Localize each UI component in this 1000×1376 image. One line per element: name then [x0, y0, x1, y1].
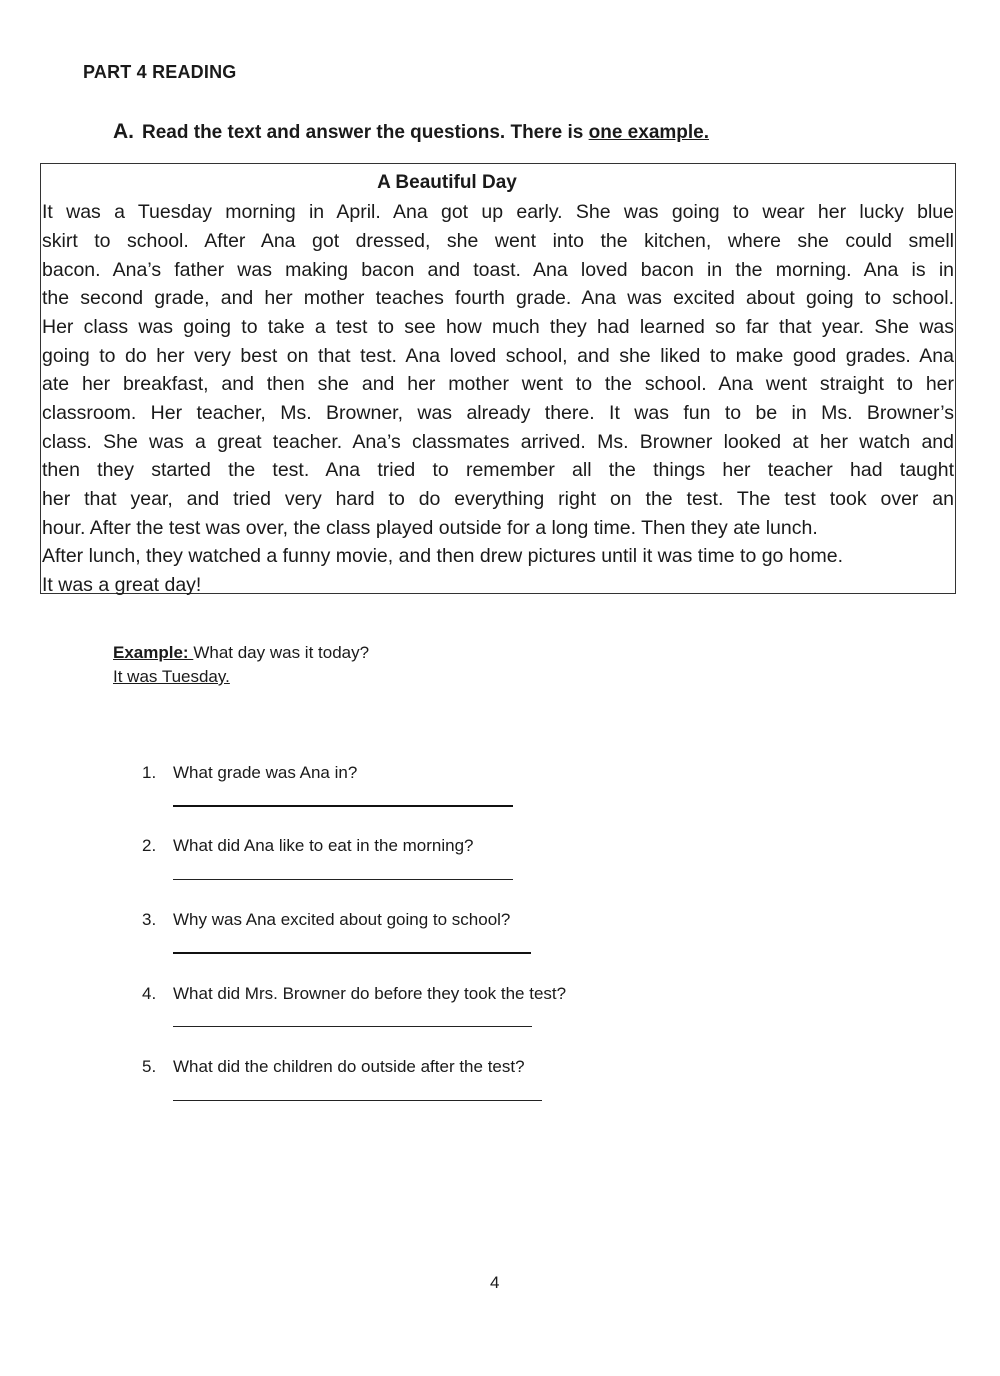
part-title: PART 4 READING: [83, 62, 237, 82]
story-line: classroom. Her teacher, Ms. Browner, was already there. It was fun to be in Ms. Browner’s: [42, 402, 954, 424]
story-line: It was a Tuesday morning in April. Ana got up early. She was going to wear her lucky blue: [42, 201, 954, 223]
story-title: A Beautiful Day: [377, 172, 517, 193]
answer-line[interactable]: [173, 879, 513, 880]
story-line: then they started the test. Ana tried to remember all the things her teacher had taught: [42, 459, 954, 481]
instruction-text: Read the text and answer the questions. There is: [142, 122, 589, 143]
question-number: 4.: [142, 984, 157, 1003]
question-item: [142, 984, 566, 1004]
story-line: hour. After the test was over, the class played outside for a long time. Then they ate lunch.: [42, 517, 818, 539]
question-item: [142, 1057, 525, 1077]
story-line: After lunch, they watched a funny movie, and then drew pictures until it was time to go home.: [42, 545, 844, 567]
example-block: [113, 641, 369, 689]
question-text: What did Mrs. Browner do before they took the test?: [173, 984, 567, 1003]
answer-line[interactable]: [173, 805, 513, 807]
question-number: 5.: [142, 1057, 157, 1076]
question-item: [142, 836, 474, 856]
story-line: class. She was a great teacher. Ana’s classmates arrived. Ms. Browner looked at her watch and: [42, 431, 954, 453]
story-line: going to do her very best on that test. Ana loved school, and she liked to make good grades. Ana: [42, 345, 954, 367]
page-number: 4: [490, 1273, 500, 1292]
question-text: What did the children do outside after the test?: [173, 1057, 525, 1076]
question-item: [142, 763, 357, 783]
example-question: What day was it today?: [193, 643, 370, 662]
example-label: Example:: [113, 643, 194, 662]
example-question-row: [113, 641, 369, 665]
question-number: 1.: [142, 763, 157, 782]
story-line: ate her breakfast, and then she and her mother went to the school. Ana went straight to her: [42, 373, 954, 395]
answer-line[interactable]: [173, 1100, 542, 1101]
story-line: her that year, and tried very hard to do everything right on the test. The test took over an: [42, 488, 954, 510]
story-line: It was a great day!: [42, 574, 202, 596]
question-text: Why was Ana excited about going to school?: [173, 910, 511, 929]
instruction-letter: A.: [113, 120, 134, 143]
answer-line[interactable]: [173, 1026, 532, 1027]
question-text: What did Ana like to eat in the morning?: [173, 836, 474, 855]
example-answer: It was Tuesday.: [113, 667, 230, 686]
question-number: 3.: [142, 910, 157, 929]
question-text: What grade was Ana in?: [173, 763, 358, 782]
instruction-example-note: one example.: [588, 122, 710, 143]
answer-line[interactable]: [173, 952, 531, 954]
question-number: 2.: [142, 836, 157, 855]
story-line: bacon. Ana’s father was making bacon and toast. Ana loved bacon in the morning. Ana is in: [42, 259, 954, 281]
instruction: [113, 120, 709, 144]
story-line: the second grade, and her mother teaches fourth grade. Ana was excited about going to school.: [42, 287, 954, 309]
story-line: skirt to school. After Ana got dressed, she went into the kitchen, where she could smell: [42, 230, 954, 252]
story-line: Her class was going to take a test to see how much they had learned so far that year. She was: [42, 316, 954, 338]
story-box: [40, 163, 956, 594]
question-item: [142, 910, 510, 930]
